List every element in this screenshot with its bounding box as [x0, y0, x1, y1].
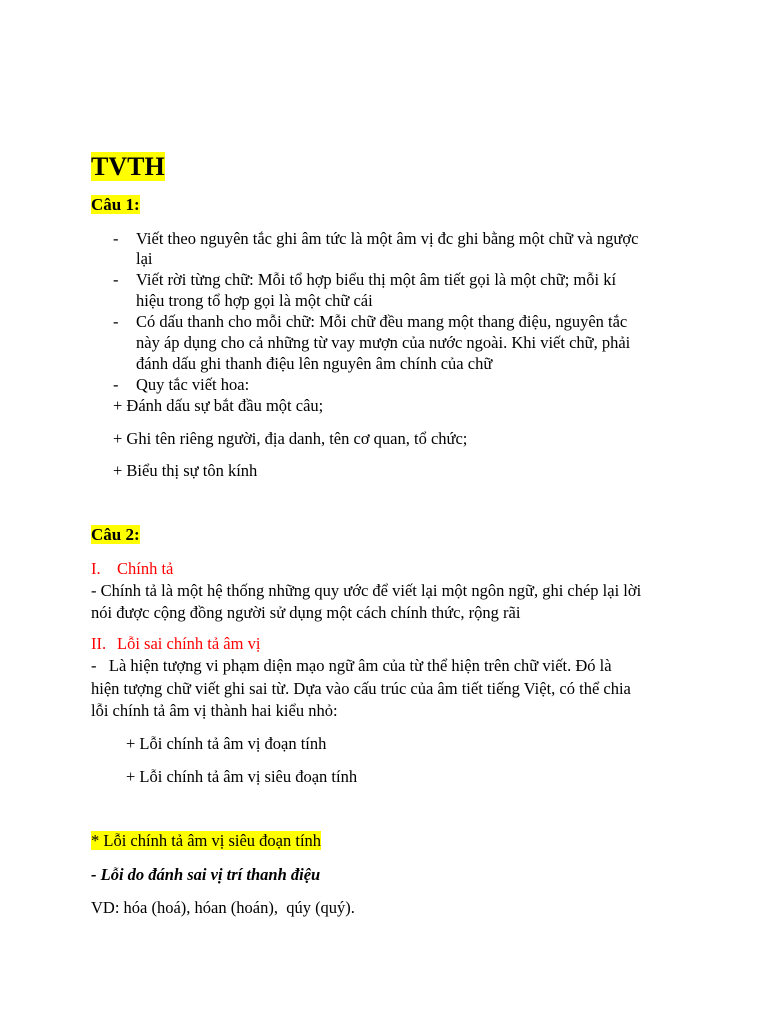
question-1-heading — [91, 195, 140, 215]
bullet-dash: - — [113, 312, 119, 331]
tone-position-error-heading: - Lỗi do đánh sai vị trí thanh điệu — [91, 865, 321, 884]
section-2-line-3: lỗi chính tả âm vị thành hai kiểu nhỏ: — [91, 701, 338, 720]
section-1-numeral: I. — [91, 559, 101, 578]
list-item-3-line-3: đánh dấu ghi thanh điệu lên nguyên âm chính của chữ — [136, 354, 493, 373]
title-text: TVTH — [91, 152, 165, 181]
document-title — [91, 152, 165, 182]
section-1-line-2: nói được cộng đồng người sử dụng một cách chính thức, rộng rãi — [91, 603, 521, 622]
example-line: VD: hóa (hoá), hóan (hoán), qúy (quý). — [91, 898, 355, 917]
section-2-line-2: hiện tượng chữ viết ghi sai từ. Dựa vào cấu trúc của âm tiết tiếng Việt, có thể chia — [91, 679, 631, 698]
list-item-1-line-2: lại — [136, 249, 153, 268]
suprasegmental-heading — [91, 830, 321, 851]
section-2-title: Lỗi sai chính tả âm vị — [117, 634, 261, 653]
capitalization-rule-3: + Biểu thị sự tôn kính — [113, 461, 258, 480]
bullet-dash: - — [113, 375, 119, 394]
bullet-dash: - — [113, 270, 119, 289]
phoneme-error-type-2: + Lỗi chính tả âm vị siêu đoạn tính — [126, 767, 358, 786]
section-2-line-1: - Là hiện tượng vi phạm diện mạo ngữ âm của từ thể hiện trên chữ viết. Đó là — [91, 656, 612, 675]
list-item-1-line-1: Viết theo nguyên tắc ghi âm tức là một âm vị đc ghi bằng một chữ và ngược — [136, 229, 639, 248]
capitalization-rule-1: + Đánh dấu sự bắt đầu một câu; — [113, 396, 324, 415]
suprasegmental-heading-text: * Lỗi chính tả âm vị siêu đoạn tính — [91, 831, 322, 850]
section-1-line-1: - Chính tả là một hệ thống những quy ước để viết lại một ngôn ngữ, ghi chép lại lời — [91, 581, 642, 600]
section-2-numeral: II. — [91, 634, 107, 653]
phoneme-error-type-1: + Lỗi chính tả âm vị đoạn tính — [126, 734, 327, 753]
list-item-3-line-1: Có dấu thanh cho mỗi chữ: Mỗi chữ đều mang một thang điệu, nguyên tắc — [136, 312, 628, 331]
capitalization-rule-2: + Ghi tên riêng người, địa danh, tên cơ quan, tổ chức; — [113, 429, 468, 448]
list-item-3-line-2: này áp dụng cho cả những từ vay mượn của nước ngoài. Khi viết chữ, phải — [136, 333, 631, 352]
section-1-title: Chính tả — [117, 559, 174, 578]
list-item-4-line-1: Quy tắc viết hoa: — [136, 375, 250, 394]
question-2-label: Câu 2: — [91, 525, 140, 544]
list-item-2-line-2: hiệu trong tổ hợp gọi là một chữ cái — [136, 291, 373, 310]
question-1-label: Câu 1: — [91, 195, 140, 214]
list-item-2-line-1: Viết rời từng chữ: Mỗi tổ hợp biểu thị một âm tiết gọi là một chữ; mỗi kí — [136, 270, 617, 289]
question-2-heading — [91, 525, 140, 545]
bullet-dash: - — [113, 229, 119, 248]
